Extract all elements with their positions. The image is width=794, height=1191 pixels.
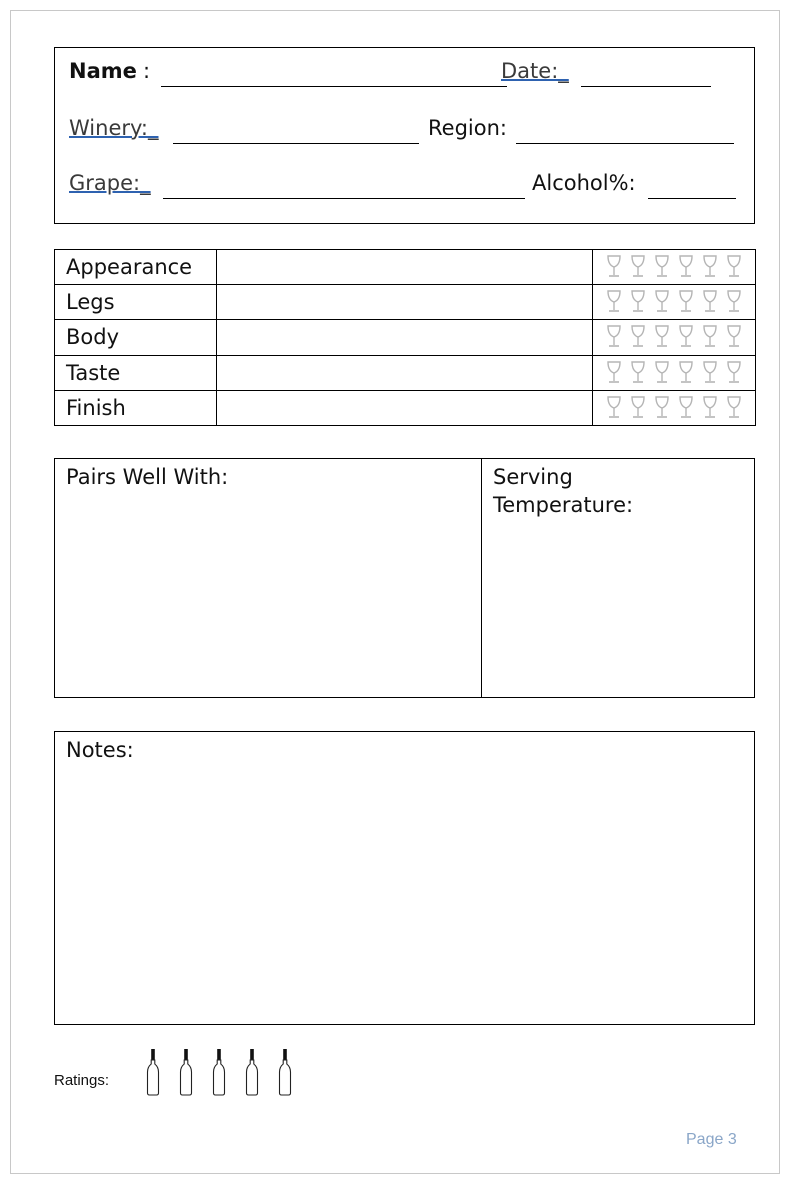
tasting-row — [55, 355, 756, 390]
alcohol-blank-line[interactable] — [648, 198, 736, 199]
date-blank-line[interactable] — [581, 86, 711, 87]
notes-label: Notes: — [66, 738, 134, 762]
winery-blank-line[interactable] — [173, 143, 419, 144]
tasting-row — [55, 390, 756, 425]
wine-glass-icon[interactable] — [604, 325, 624, 349]
wine-glass-icon[interactable] — [676, 396, 696, 420]
glass-rating-cell — [593, 250, 756, 285]
wine-glass-icon[interactable] — [724, 361, 744, 385]
wine-glass-icon[interactable] — [676, 325, 696, 349]
region-blank-line[interactable] — [516, 143, 734, 144]
tasting-attribute-label: Taste — [55, 355, 217, 390]
serving-label-line1: Serving — [493, 465, 573, 489]
serving-label-line2: Temperature: — [493, 493, 634, 517]
ratings-label: Ratings: — [54, 1072, 110, 1089]
wine-glass-icon[interactable] — [724, 290, 744, 314]
name-colon: : — [143, 59, 151, 83]
page-number: Page 3 — [686, 1131, 737, 1148]
tasting-row — [55, 285, 756, 320]
tasting-notes-cell[interactable] — [217, 390, 593, 425]
wine-glass-icon[interactable] — [700, 255, 720, 279]
tasting-attribute-label: Legs — [55, 285, 217, 320]
glass-rating — [604, 250, 744, 284]
glass-rating — [604, 356, 744, 390]
tasting-notes-cell[interactable] — [217, 250, 593, 285]
wine-glass-icon[interactable] — [628, 255, 648, 279]
wine-bottle-icon[interactable] — [179, 1048, 193, 1096]
wine-glass-icon[interactable] — [628, 325, 648, 349]
serving-temperature-box[interactable] — [481, 458, 755, 698]
glass-rating-cell — [593, 390, 756, 425]
pairs-well-with-label: Pairs Well With: — [66, 465, 229, 489]
tasting-notes-cell[interactable] — [217, 355, 593, 390]
glass-rating — [604, 391, 744, 425]
wine-glass-icon[interactable] — [628, 290, 648, 314]
tasting-table — [54, 249, 756, 426]
wine-bottle-icon[interactable] — [278, 1048, 292, 1096]
date-label: Date:_ — [501, 59, 569, 83]
tasting-row — [55, 320, 756, 355]
wine-glass-icon[interactable] — [604, 290, 624, 314]
tasting-notes-cell[interactable] — [217, 285, 593, 320]
pairs-well-with-box[interactable] — [54, 458, 482, 698]
wine-glass-icon[interactable] — [604, 255, 624, 279]
tasting-row — [55, 250, 756, 285]
wine-glass-icon[interactable] — [652, 290, 672, 314]
tasting-attribute-label: Finish — [55, 390, 217, 425]
wine-glass-icon[interactable] — [652, 255, 672, 279]
wine-glass-icon[interactable] — [628, 396, 648, 420]
tasting-notes-cell[interactable] — [217, 320, 593, 355]
grape-blank-line[interactable] — [163, 198, 525, 199]
notes-box[interactable] — [54, 731, 755, 1025]
wine-glass-icon[interactable] — [676, 290, 696, 314]
alcohol-label: Alcohol%: — [532, 171, 636, 195]
wine-glass-icon[interactable] — [700, 396, 720, 420]
wine-glass-icon[interactable] — [700, 361, 720, 385]
region-label: Region: — [428, 116, 507, 140]
wine-glass-icon[interactable] — [700, 325, 720, 349]
name-blank-line[interactable] — [161, 86, 507, 87]
tasting-attribute-label: Body — [55, 320, 217, 355]
wine-glass-icon[interactable] — [724, 396, 744, 420]
wine-glass-icon[interactable] — [724, 255, 744, 279]
wine-glass-icon[interactable] — [676, 255, 696, 279]
wine-glass-icon[interactable] — [724, 325, 744, 349]
wine-glass-icon[interactable] — [628, 361, 648, 385]
wine-glass-icon[interactable] — [652, 361, 672, 385]
wine-glass-icon[interactable] — [676, 361, 696, 385]
glass-rating-cell — [593, 285, 756, 320]
wine-info-box — [54, 47, 755, 224]
wine-glass-icon[interactable] — [604, 396, 624, 420]
wine-glass-icon[interactable] — [604, 361, 624, 385]
tasting-attribute-label: Appearance — [55, 250, 217, 285]
glass-rating — [604, 320, 744, 354]
wine-glass-icon[interactable] — [652, 325, 672, 349]
grape-label: Grape:_ — [69, 171, 151, 195]
winery-label: Winery:_ — [69, 116, 159, 140]
wine-bottle-icon[interactable] — [212, 1048, 226, 1096]
glass-rating — [604, 285, 744, 319]
wine-bottle-icon[interactable] — [146, 1048, 160, 1096]
name-label: Name — [69, 59, 137, 83]
serving-temperature-label — [493, 463, 633, 519]
wine-glass-icon[interactable] — [700, 290, 720, 314]
wine-bottle-icon[interactable] — [245, 1048, 259, 1096]
glass-rating-cell — [593, 355, 756, 390]
wine-glass-icon[interactable] — [652, 396, 672, 420]
glass-rating-cell — [593, 320, 756, 355]
